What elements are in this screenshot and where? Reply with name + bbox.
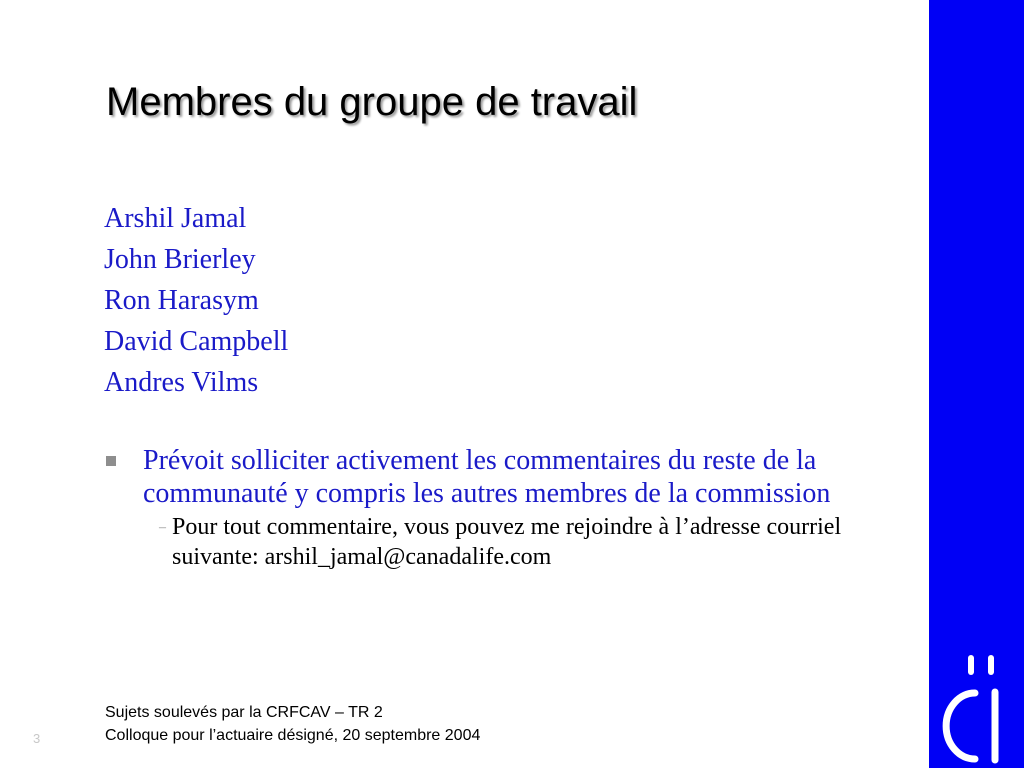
member-name: Andres Vilms [104, 367, 259, 398]
member-name: David Campbell [104, 326, 289, 357]
footer-line-1: Sujets soulevés par la CRFCAV – TR 2 [105, 704, 383, 721]
sub-bullet-point [159, 512, 904, 572]
member-name: Ron Harasym [104, 285, 259, 316]
bullet-text: Prévoit solliciter activement les commentaires du reste de la communauté y compris les autres membres de la commission [143, 445, 831, 509]
footer [105, 701, 480, 747]
bullet-point [104, 444, 904, 572]
square-bullet-icon [106, 456, 116, 466]
slide-title: Membres du groupe de travail [106, 80, 638, 124]
dash-bullet-icon: – [159, 520, 166, 535]
sub-bullet-text: Pour tout commentaire, vous pouvez me rejoindre à l’adresse courriel suivante: arshil_jamal@canadalife.com [172, 514, 842, 570]
member-name: Arshil Jamal [104, 203, 247, 234]
member-name: John Brierley [104, 244, 256, 275]
slide-number: 3 [33, 731, 41, 746]
footer-line-2: Colloque pour l’actuaire désigné, 20 septembre 2004 [105, 727, 481, 744]
members-list [104, 198, 288, 403]
actuarial-logo-icon [929, 648, 1024, 768]
